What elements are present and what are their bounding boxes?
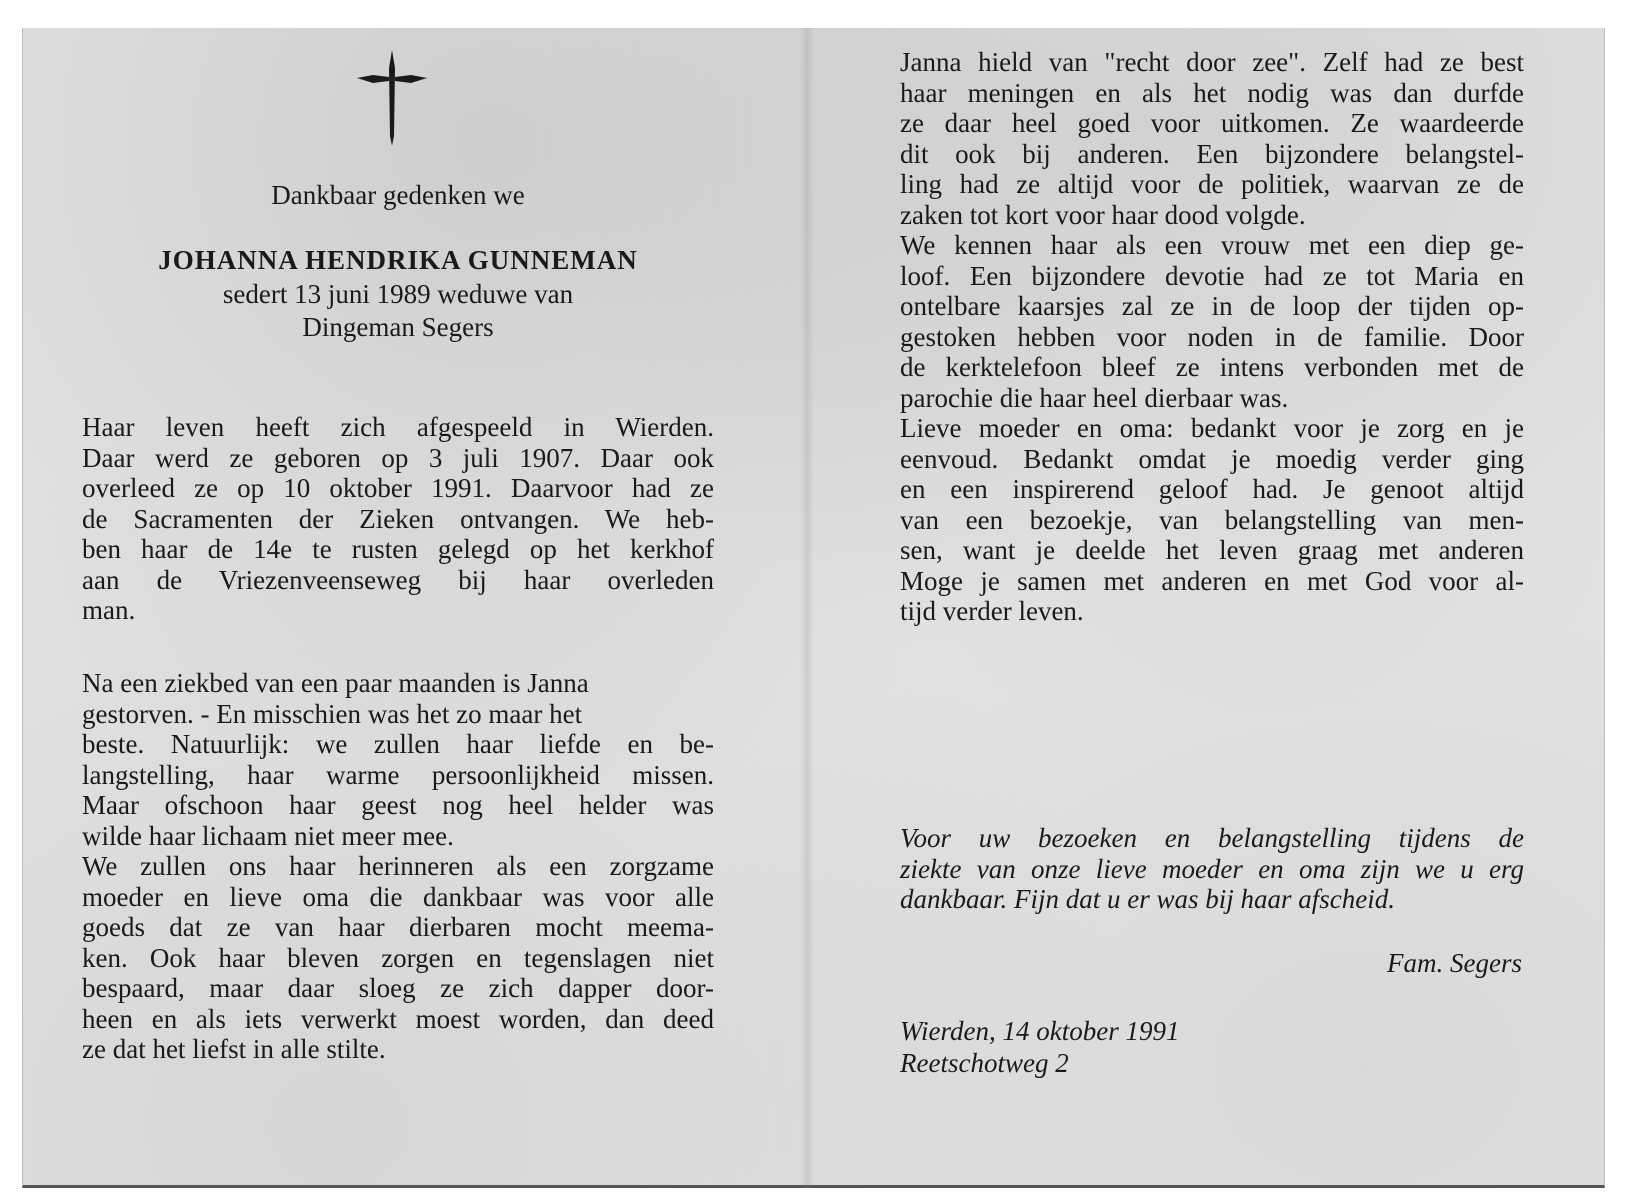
text-line: dankbaar. Fijn dat u er was bij haar afscheid. — [900, 884, 1395, 914]
cross-icon — [355, 48, 429, 148]
text-line: ze daar heel goed voor uitkomen. Ze waardeerde — [900, 108, 1524, 138]
text-line: eenvoud. Bedankt omdat je moedig verder ging — [900, 443, 1524, 474]
text-line: ken. Ook haar bleven zorgen en tegenslagen niet — [82, 942, 714, 973]
text-line: loof. Een bijzondere devotie had ze tot Maria en — [900, 260, 1524, 291]
text-line: ziekte van onze lieve moeder en oma zijn we u erg — [900, 853, 1524, 884]
text-line: We kennen haar als een vrouw met een diep ge- — [900, 230, 1524, 260]
text-line: ling had ze altijd voor de politiek, waarvan ze de — [900, 169, 1524, 199]
text-line: langstelling, haar warme persoonlijkheid missen. — [82, 759, 714, 790]
text-line: Voor uw bezoeken en belangstelling tijdens de — [900, 823, 1524, 853]
text-line: ze dat het liefst in alle stilte. — [82, 1034, 386, 1064]
text-line: zaken tot kort voor haar dood volgde. — [900, 199, 1306, 230]
text-line: bespaard, maar daar sloeg ze zich dapper door- — [82, 973, 714, 1003]
text-line: Haar leven heeft zich afgespeeld in Wierden. — [82, 412, 714, 442]
widow-line-2: Dingeman Segers — [302, 312, 494, 342]
text-line: aan de Vriezenveenseweg bij haar overleden — [82, 564, 714, 595]
paragraph-life — [82, 412, 714, 626]
text-line: gestorven. - En misschien was het zo maar het — [82, 698, 583, 729]
text-line: haar meningen en als het nodig was dan durfde — [900, 77, 1524, 108]
text-line: ontelbare kaarsjes zal ze in de loop der tijden op- — [900, 291, 1524, 321]
family-signature: Fam. Segers — [1387, 948, 1522, 978]
text-line: gestoken hebben voor noden in de familie. Door — [900, 321, 1524, 352]
text-line: goeds dat ze van haar dierbaren mocht meema- — [82, 912, 714, 942]
text-line: de Sacramenten der Zieken ontvangen. We heb- — [82, 503, 714, 534]
text-line: overleed ze op 10 oktober 1991. Daarvoor had ze — [82, 473, 714, 503]
text-line: Moge je samen met anderen en met God voor al- — [900, 565, 1524, 596]
text-line: moeder en lieve oma die dankbaar was voor alle — [82, 881, 714, 912]
widow-line-1: sedert 13 juni 1989 weduwe van — [222, 279, 574, 309]
text-line: man. — [82, 595, 136, 625]
text-line: parochie die haar heel dierbaar was. — [900, 382, 1289, 413]
thanks-message — [900, 823, 1524, 915]
text-line: heen en als iets verwerkt moest worden, dan deed — [82, 1003, 714, 1034]
text-line: Daar werd ze geboren op 3 juli 1907. Daar ook — [82, 442, 714, 473]
text-line: Maar ofschoon haar geest nog heel helder was — [82, 790, 714, 820]
deceased-name: JOHANNA HENDRIKA GUNNEMAN — [158, 245, 638, 275]
text-line: tijd verder leven. — [900, 596, 1084, 626]
paragraph-character — [900, 47, 1524, 627]
text-line: beste. Natuurlijk: we zullen haar liefde en be- — [82, 729, 714, 759]
text-line: ben haar de 14e te rusten gelegd op het kerkhof — [82, 534, 714, 564]
text-line: We zullen ons haar herinneren als een zorgzame — [82, 851, 714, 881]
place-date-block — [900, 1015, 1179, 1079]
text-line: Lieve moeder en oma: bedankt voor je zorg en je — [900, 413, 1524, 443]
text-line: wilde haar lichaam niet meer mee. — [82, 820, 454, 851]
intro-text: Dankbaar gedenken we — [271, 180, 525, 210]
card-fold — [800, 28, 814, 1188]
place-date: Wierden, 14 oktober 1991 — [900, 1016, 1180, 1046]
address: Reetschotweg 2 — [900, 1048, 1069, 1078]
widow-info — [82, 278, 714, 344]
paragraph-remembrance — [82, 668, 714, 1065]
text-line: Janna hield van "recht door zee". Zelf had ze best — [900, 47, 1524, 77]
text-line: dit ook bij anderen. Een bijzondere belangstel- — [900, 138, 1524, 169]
text-line: van een bezoekje, van belangstelling van men- — [900, 504, 1524, 535]
text-line: de kerktelefoon bleef ze intens verbonden met de — [900, 352, 1524, 382]
text-line: en een inspirerend geloof had. Je genoot altijd — [900, 474, 1524, 504]
text-line: Na een ziekbed van een paar maanden is Janna — [82, 668, 589, 698]
text-line: sen, want je deelde het leven graag met anderen — [900, 535, 1524, 565]
